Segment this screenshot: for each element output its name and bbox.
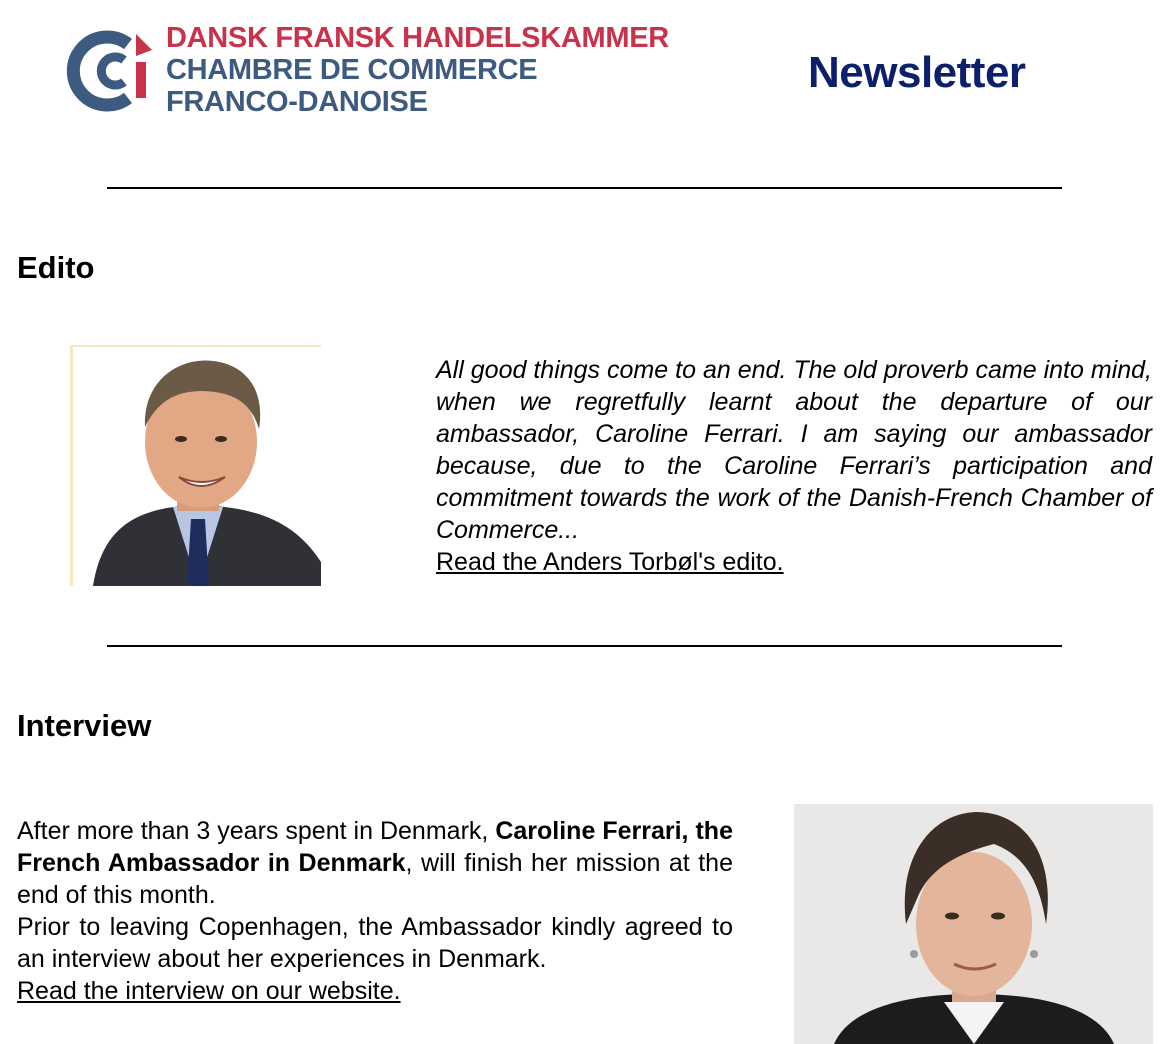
logo-line-1: DANSK FRANSK HANDELSKAMMER xyxy=(166,22,669,54)
interview-paragraph-2: Prior to leaving Copenhagen, the Ambassador kindly agreed to an interview about her experiences in Denmark. xyxy=(17,913,733,973)
logo-line-3: FRANCO-DANOISE xyxy=(166,86,428,118)
interview-paragraph-3 xyxy=(17,975,733,1007)
interview-para1-suffix: , will finish her mission at the end of this month. xyxy=(17,849,733,909)
logo-line-2: CHAMBRE DE COMMERCE xyxy=(166,54,538,86)
interview-heading: Interview xyxy=(17,708,152,743)
interview-para1-prefix: After more than 3 years spent in Denmark, xyxy=(17,817,496,845)
edito-read-more-link[interactable]: Read the Anders Torbøl's edito. xyxy=(436,548,784,576)
interview-body xyxy=(17,815,733,1007)
newsletter-title: Newsletter xyxy=(808,48,1026,97)
edito-heading: Edito xyxy=(17,250,95,285)
edito-quote: All good things come to an end. The old proverb came into mind, when we regretfully learnt about the departure of our ambassador, Caroline Ferrari. I am saying our ambassador because, due to the Caroline Ferrari’s participation and commitment towards the work of the Danish-French Chamber of Commerce... xyxy=(436,356,1152,544)
edito-body xyxy=(436,354,1152,578)
divider xyxy=(107,645,1062,647)
cci-logo-icon xyxy=(66,26,156,116)
interview-read-more-link[interactable]: Read the interview on our website. xyxy=(17,977,401,1005)
interview-paragraph-1 xyxy=(17,815,733,911)
ambassador-name: Caroline Ferrari, the French Ambassador in Denmark xyxy=(17,817,733,877)
edito-photo xyxy=(70,345,321,586)
interview-photo xyxy=(794,804,1153,1044)
portrait-man-icon xyxy=(73,347,321,586)
portrait-woman-icon xyxy=(794,804,1153,1044)
divider xyxy=(107,187,1062,189)
chamber-logo xyxy=(66,22,686,122)
